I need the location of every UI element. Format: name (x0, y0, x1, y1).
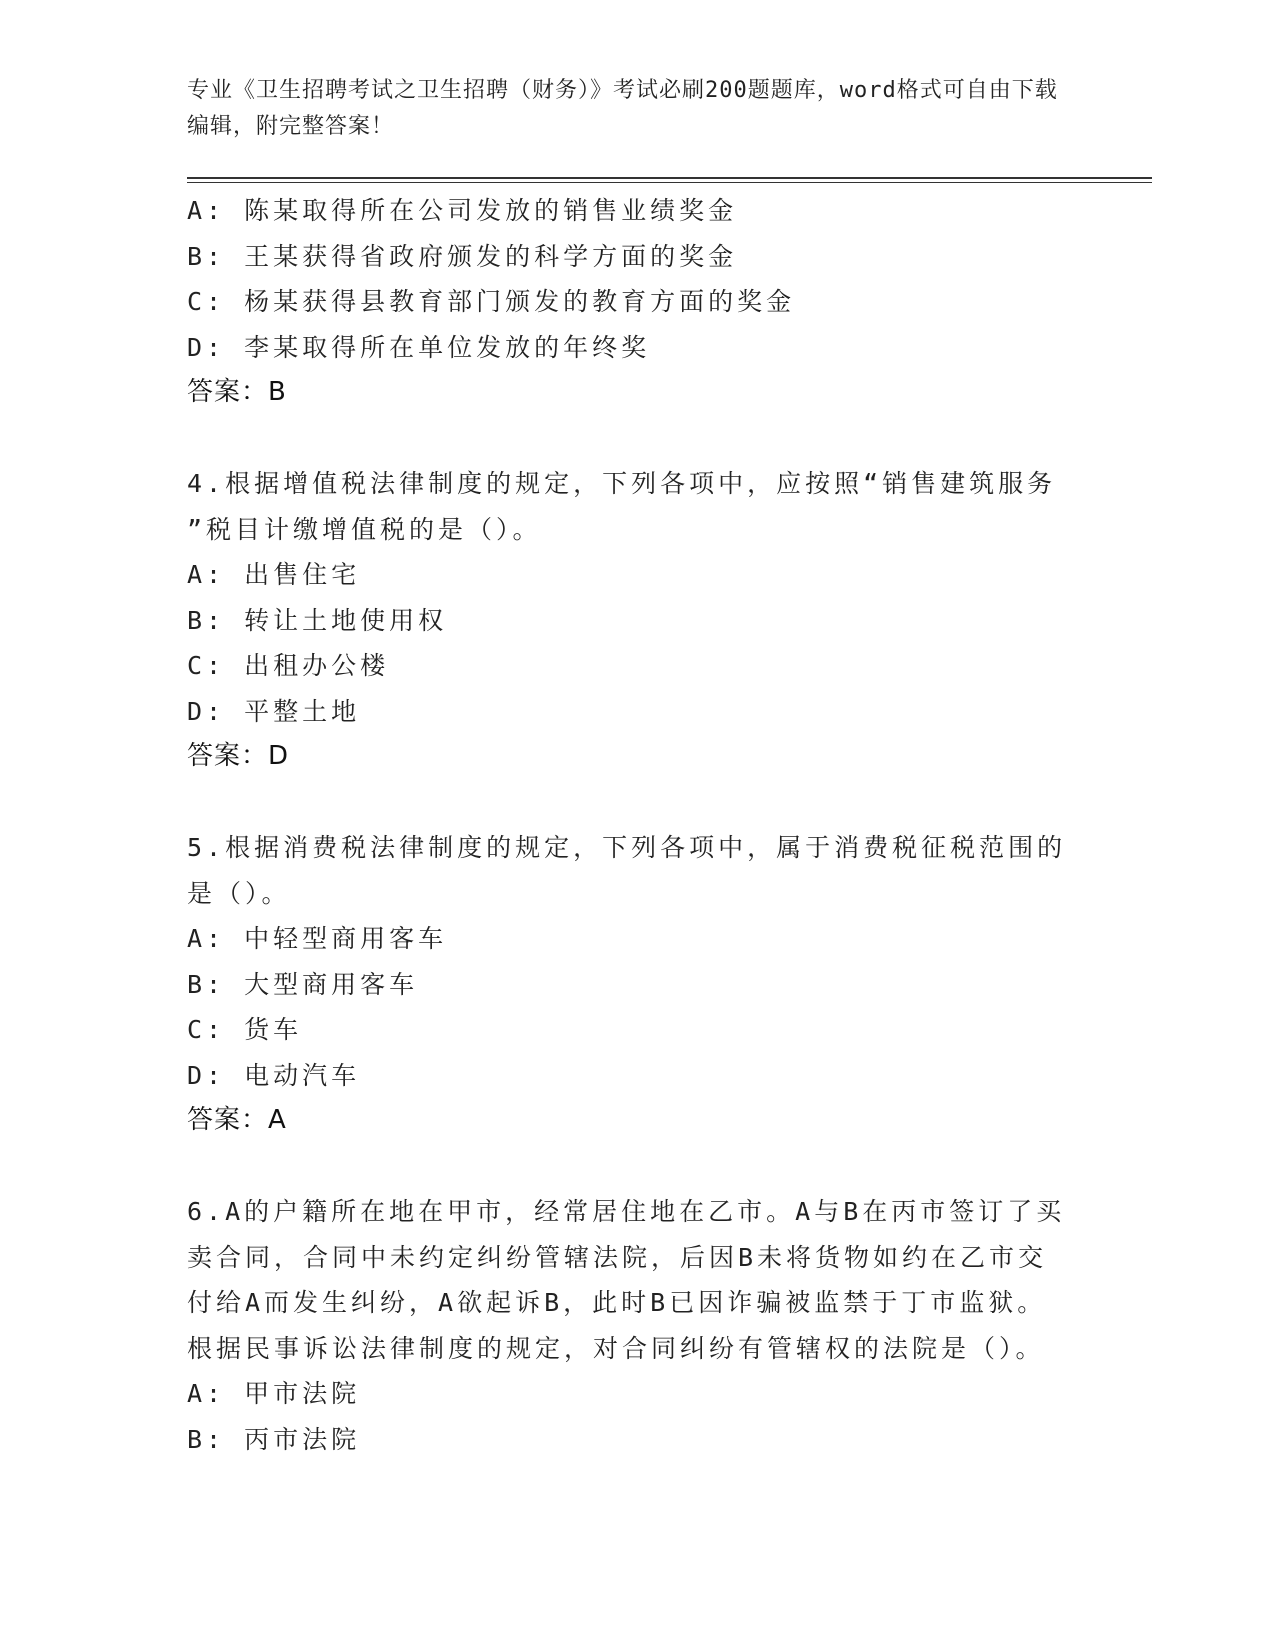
document-header: 专业《卫生招聘考试之卫生招聘（财务）》考试必刷200题题库，word格式可自由下载编辑，附完整答案！ (187, 78, 1058, 139)
question-stem-cont: 卖合同，合同中未约定纠纷管辖法院，后因B未将货物如约在乙市交 (187, 1242, 1048, 1272)
option-c: C: 货车 (187, 1015, 303, 1044)
question-4 (187, 461, 1087, 780)
spacer (187, 416, 1087, 462)
option-b: B: 大型商用客车 (187, 969, 419, 999)
question-stem-cont: ”税目计缴增值税的是（）。 (187, 514, 542, 544)
option-b: B: 王某获得省政府颁发的科学方面的奖金 (187, 241, 738, 271)
option-a: A: 中轻型商用客车 (187, 924, 448, 953)
question-stem: 5.根据消费税法律制度的规定，下列各项中，属于消费税征税范围的 (187, 833, 1067, 862)
question-stem-cont: 是（）。 (187, 878, 291, 908)
spacer (187, 780, 1087, 826)
answer: 答案：A (187, 1105, 287, 1135)
answer: 答案：B (187, 377, 287, 407)
question-5 (187, 825, 1087, 1144)
question-3 (187, 188, 1087, 416)
option-a: A: 出售住宅 (187, 560, 361, 589)
question-stem: 6.A的户籍所在地在甲市，经常居住地在乙市。A与B在丙市签订了买 (187, 1197, 1066, 1226)
option-a: A: 甲市法院 (187, 1379, 361, 1408)
header-divider-thin (187, 182, 1152, 183)
spacer (187, 1144, 1087, 1190)
question-stem: 4.根据增值税法律制度的规定，下列各项中，应按照“销售建筑服务 (187, 469, 1057, 498)
option-c: C: 杨某获得县教育部门颁发的教育方面的奖金 (187, 287, 796, 316)
question-stem-cont: 根据民事诉讼法律制度的规定，对合同纠纷有管辖权的法院是（）。 (187, 1333, 1045, 1363)
option-a: A: 陈某取得所在公司发放的销售业绩奖金 (187, 196, 738, 225)
header-divider (187, 177, 1152, 179)
answer: 答案：D (187, 741, 290, 771)
option-d: D: 李某取得所在单位发放的年终奖 (187, 332, 651, 362)
question-stem-cont: 付给A而发生纠纷，A欲起诉B，此时B已因诈骗被监禁于丁市监狱。 (187, 1288, 1047, 1317)
option-b: B: 转让土地使用权 (187, 605, 448, 635)
option-b: B: 丙市法院 (187, 1424, 361, 1454)
option-d: D: 平整土地 (187, 696, 361, 726)
option-d: D: 电动汽车 (187, 1060, 361, 1090)
question-6 (187, 1189, 1087, 1462)
option-c: C: 出租办公楼 (187, 651, 390, 680)
question-list (187, 188, 1087, 1462)
